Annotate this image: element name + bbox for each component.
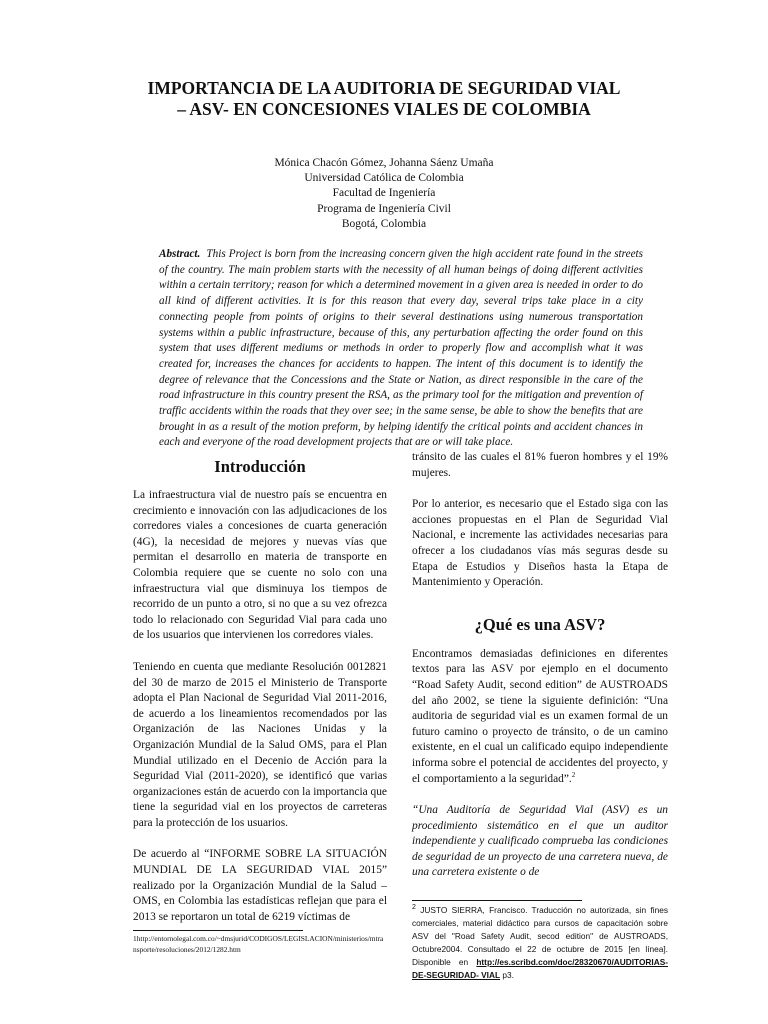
footnote-1-url: http://entornolegal.com.co/~dmsjurid/CODIGOS/LEGISLACION/ministerios/mtransporte/resoluciones/2012/1282.htm [133, 934, 384, 954]
intro-paragraph-3: De acuerdo al “INFORME SOBRE LA SITUACIÓN MUNDIAL DE LA SEGURIDAD VIAL 2015” realizado por la Organización Mundial de la Salud – OMS, en Colombia las estadísticas reflejan que para el 2013 se reportaron un total de 6219 víctimas de [133, 848, 387, 923]
abstract [159, 247, 643, 451]
author-faculty: Facultad de Ingeniería [332, 187, 436, 200]
right-paragraph-1: tránsito de las cuales el 81% fueron hombres y el 19% mujeres. [412, 451, 668, 479]
asv-quote-paragraph: “Una Auditoría de Seguridad Vial (ASV) es un procedimiento sistemático en el que un auditor independiente y cualificado comprueba las condiciones de seguridad de un proyecto de una carretera nueva, de una carretera existente o de [412, 804, 668, 879]
intro-paragraph-2: Teniendo en cuenta que mediante Resolución 0012821 del 30 de marzo de 2015 el Ministerio de Transporte adopta el Plan Nacional de Seguridad Vial 2011-2016, de acuerdo a los lineamientos recomendados por las Organización de las Naciones Unidas y la Organización Mundial de la Salud OMS, para el Plan Mundial utilizado en el Decenio de Acción para la Seguridad Vial (2011-2020), se identificó que varias organizaciones están de acuerdo con la importancia que tiene la seguridad vial en los proyectos de carreteras para la protección de los usuarios. [133, 660, 387, 829]
asv-definition-paragraph [412, 647, 668, 787]
author-names: Mónica Chacón Gómez, Johanna Sáenz Umaña [274, 157, 494, 169]
title-line-1: IMPORTANCIA DE LA AUDITORIA DE SEGURIDAD VIAL [147, 78, 621, 98]
author-university: Universidad Católica de Colombia [304, 172, 464, 185]
author-program: Programa de Ingeniería Civil [317, 202, 451, 215]
asv-definition-text: Encontramos demasiadas definiciones en diferentes textos para las ASV por ejemplo en el documento “Road Safety Audit, second edition” de AUSTROADS del año 2002, se tiene la siguiente definición: “Una auditoria de seguridad vial es un examen formal de un futuro camino o proyecto de tránsito, o de un camino existente, en el cual un calificado equipo independiente informa sobre el potencial de accidentes del proyecto, y el comportamiento a la seguridad”. [412, 647, 668, 785]
footnote-2-mark: 2 [412, 904, 416, 912]
abstract-label: Abstract. [159, 248, 201, 260]
footnote-2-link[interactable]: http://es.scribd.com/doc/28320670/AUDITORIAS-DE-SEGURIDAD- VIAL [412, 957, 668, 981]
author-block [184, 156, 584, 232]
title-line-2: – ASV- EN CONCESIONES VIALES DE COLOMBIA [177, 99, 591, 119]
footnote-2-text: JUSTO SIERRA, Francisco. Traducción no autorizada, sin fines comerciales, material didáctico para cursos de capacitación sobre ASV del "Road Safety Audit, secod edition" de AUSTROADS, Octubre2004. Consultado el 22 de octubre de 2015 [en línea]. Disponible en [412, 905, 668, 968]
footnote-ref-2: 2 [571, 770, 576, 779]
section-heading-que-es-asv: ¿Qué es una ASV? [474, 614, 606, 634]
footnote-1 [133, 934, 387, 955]
footnote-2 [412, 904, 668, 982]
intro-paragraph-1: La infraestructura vial de nuestro país se encuentra en crecimiento e innovación con las adjudicaciones de los corredores viales a concesiones de cuarta generación (4G), la necesidad de mejores y nuevas vías que permitan el desarrollo en materia de transporte en Colombia requiere que se cuente no solo con una infraestructura vial que disminuya los tiempos de recorrido de un punto a otro, si no que a su vez ofrezca todo lo relacionado con Seguridad Vial para cada uno de los usuarios que intervienen los corredores viales. [133, 489, 387, 642]
section-heading-introduccion: Introducción [214, 457, 306, 476]
footnote-2-tail: p3. [500, 970, 514, 981]
footnote-1-mark: 1 [133, 934, 137, 944]
author-city: Bogotá, Colombia [341, 217, 427, 230]
right-paragraph-2: Por lo anterior, es necesario que el Estado siga con las acciones propuestas en el Plan de Seguridad Vial Nacional, e incremente las actividades necesarias para ofrecer a los ciudadanos vías más seguras desde su Etapa de Estudios y Diseños hasta la Etapa de Mantenimiento y Operación. [412, 498, 668, 589]
paper-title [120, 78, 648, 120]
left-column [133, 457, 387, 955]
right-column [412, 450, 668, 982]
abstract-text: This Project is born from the increasing concern given the high accident rate found in the streets of the country. The main problem starts with the necessity of all human beings of doing different activities within a certain territory; reason for which a determined movement in a given area is needed in order to do all kind of different activities. It is for this reason that every day, several trips take place in a city connecting people from points of origins to their several destinations using numerous transportation systems within a public infrastructure, because of this, any perturbation affecting the order found on this system that uses different mediums or methods in order to properly flow and accomplish what it was created for, increases the chances for accidents to happen. The intent of this document is to identify the degree of relevance that the Concessions and the State or Nation, as direct responsible in the care of the road infrastructure in this country present the RSA, as the primary tool for the mitigation and prevention of traffic accidents within the roads that they over see; in the same sense, be able to show the benefits that are brought in as a result of the motion preform, by helping identify the critical points and accident chances in each and everyone of the road development projects that are or will take place. [159, 248, 643, 449]
